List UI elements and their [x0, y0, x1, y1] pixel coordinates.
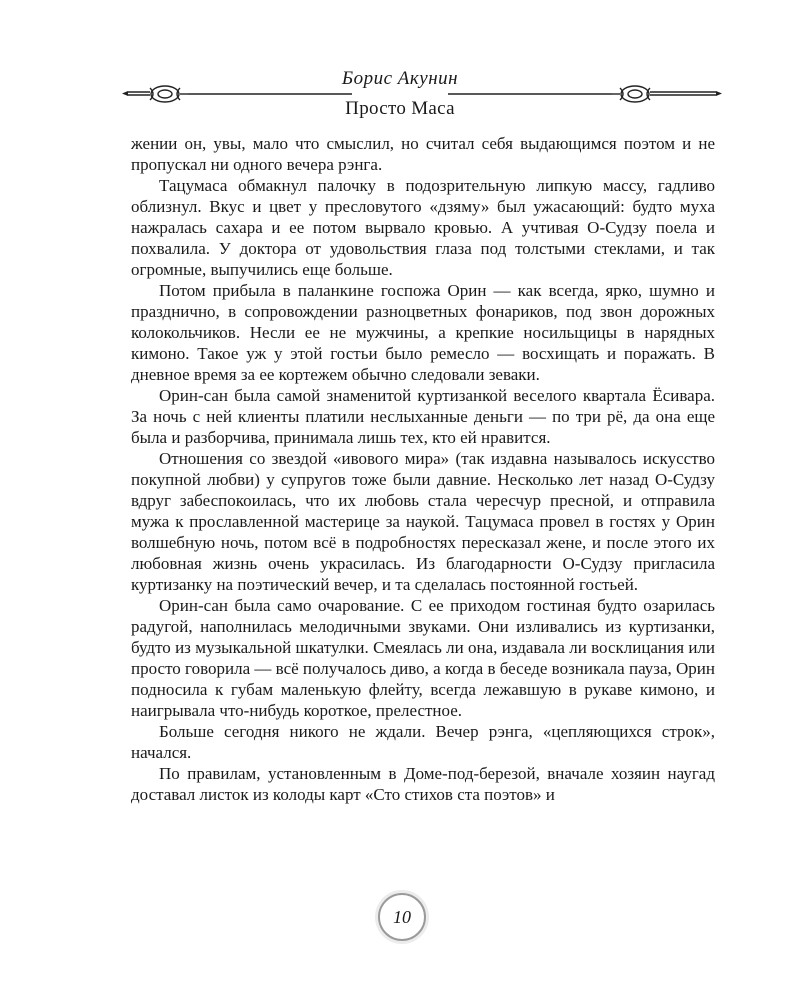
paragraph: Орин-сан была самой знаменитой куртизанкой веселого квартала Ёсивара. За ночь с ней клиенты платили неслыханные деньги — по три рё, да она еще была и разборчива, принимала лишь тех, кто ей нравится. [131, 386, 715, 447]
paragraph: жении он, увы, мало что смыслил, но считал себя выдающимся поэтом и не пропускал ни одного вечера рэнга. [131, 134, 715, 174]
running-header [0, 0, 800, 130]
header-title: Просто Маса [345, 98, 455, 119]
page-body [131, 133, 715, 805]
paragraph: Потом прибыла в паланкине госпожа Орин — как всегда, ярко, шумно и празднично, в сопровождении разноцветных фонариков, под звон дорожных колокольчиков. Несли ее не мужчины, а крепкие носильщицы в нарядных кимоно. Такое уж у этой гостьи было ремесло — восхищать и поражать. В дневное время за ее кортежем обычно следовали зеваки. [131, 281, 715, 384]
header-author: Борис Акунин [341, 68, 459, 89]
paragraph: Отношения со звездой «ивового мира» (так издавна называлось искусство покупной любви) у супругов тоже были давние. Несколько лет назад О-Судзу вдруг забеспокоилась, что их любовь стала чересчур пресной, и отправила мужа к прославленной мастерице за наукой. Тацумаса провел в гостях у Орин волшебную ночь, потом всё в подробностях пересказал жене, и после этого их любовная жизнь очень украсилась. Из благодарности О-Судзу пригласила куртизанку на поэтический вечер, и та сделалась постоянной гостьей. [131, 449, 715, 594]
paragraph: Орин-сан была само очарование. С ее приходом гостиная будто озарилась радугой, наполнилась мелодичными звуками. Они изливались из куртизанки, будто из музыкальной шкатулки. Смеялась ли она, издавала ли восклицания или просто говорила — всё получалось диво, а когда в беседе возникала пауза, Орин подносила к губам маленькую флейту, всегда лежавшую в рукаве кимоно, и наигрывала что-нибудь короткое, прелестное. [131, 596, 715, 720]
paragraph: По правилам, установленным в Доме-под-березой, вначале хозяин наугад доставал листок из колоды карт «Сто стихов ста поэтов» и [131, 764, 715, 804]
paragraph: Больше сегодня никого не ждали. Вечер рэнга, «цепляющихся строк», начался. [131, 722, 715, 762]
page-number: 10 [378, 893, 426, 941]
paragraph: Тацумаса обмакнул палочку в подозрительную липкую массу, гадливо облизнул. Вкус и цвет у пресловутого «дзяму» был ужасающий: будто муха нажралась сахара и ее потом вырвало кровью. А учтивая О-Судзу поела и похвалила. У доктора от удовольствия глаза под толстыми стеклами, и так огромные, выпучились еще больше. [131, 176, 715, 279]
